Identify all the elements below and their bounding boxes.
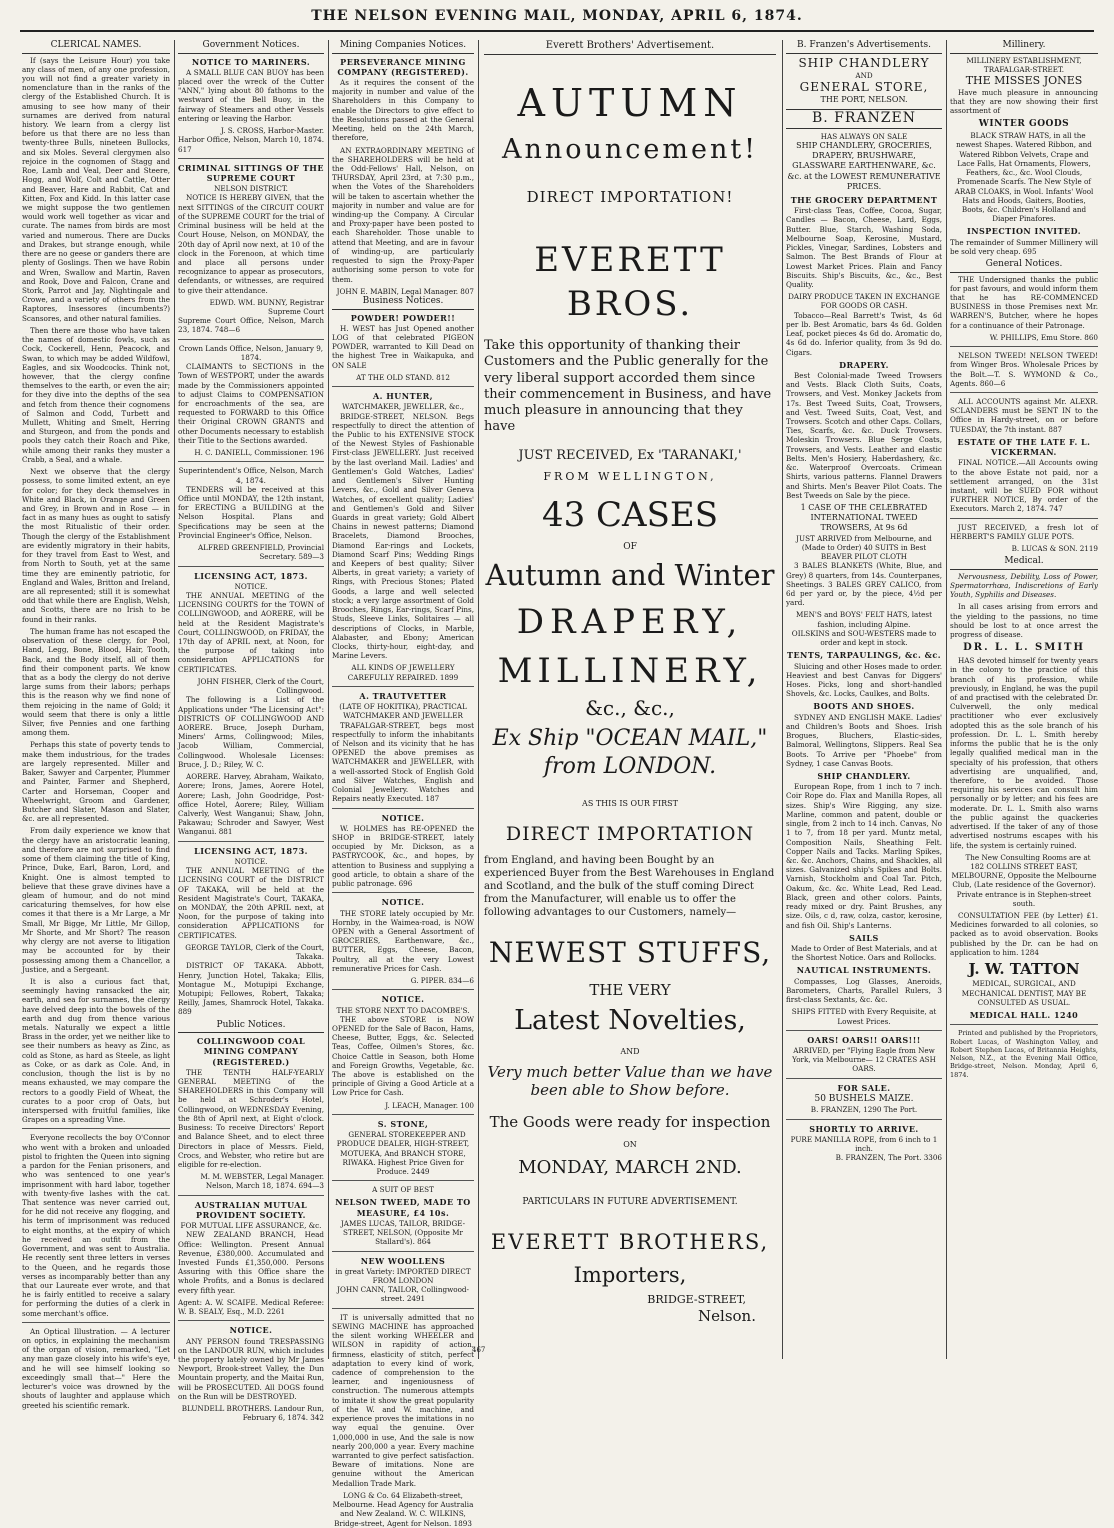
notice-signature: Agent: A. W. SCAIFE. Medical Referee: W. B. SEALY, Esq., M.D. 2261 xyxy=(178,1297,324,1317)
ad-body: NELSON TWEED, MADE TO MEASURE, £4 10s. xyxy=(335,1197,471,1218)
divider xyxy=(178,1195,324,1196)
column-mining-business xyxy=(332,40,474,1528)
ad-signature: G. PIPER. 834—6 xyxy=(410,976,474,986)
notice-list: The following is a List of the Applications under "The Licensing Act": DISTRICTS OF COLLINGWOOD AND AORERE. Bruce, Joseph Durham, Miners' Arms, Collingwood; Miles, Jacob William, Commercial, Collingwood. Wholesale Licenses: Bruce, J. D.; Riley, W. C. xyxy=(178,695,324,769)
divider xyxy=(950,1024,1098,1025)
notice-title: NOTICE TO MARINERS. xyxy=(191,56,311,67)
ad-body: The New Consulting Rooms are at 182 COLLINS STREET EAST, MELBOURNE, Opposite the Melbourne Club, (Late residence of the Governor). Private entrance is in Stephen-street south. xyxy=(951,852,1097,908)
divider xyxy=(332,1308,474,1309)
ad-body: 1 CASE OF THE CELEBRATED INTERNATIONAL TWEED TROWSERS, At 9s 6d xyxy=(800,503,928,533)
ad-number: 467 xyxy=(472,1346,486,1355)
ad-signature: JAMES LUCAS, TAILOR, BRIDGE-STREET, NELSON, (Opposite Mr Stallard's). 864 xyxy=(340,1218,466,1247)
notice-title: LICENSING ACT, 1873. xyxy=(194,570,308,581)
ad-body: OILSKINS and SOU-WESTERS made to order and kept in stock. xyxy=(791,628,937,648)
divider xyxy=(950,392,1098,393)
ad-subtitle: DRAPERY. xyxy=(839,359,889,370)
notice-signature: H. C. DANIELL, Commissioner. 196 xyxy=(194,448,324,458)
ad-subtitle: THE GROCERY DEPARTMENT xyxy=(790,194,938,205)
ad-from-london: from LONDON. xyxy=(543,754,717,780)
notice-body: THE ANNUAL MEETING of the LICENSING COURTS for the TOWN of COLLINGWOOD, and AORERE, will be held at the Resident Magistrate's Court, COLLINGWOOD, on FRIDAY, the 17th day of APRIL next, at Noon, for the purpose of taking into consideration APPLICATIONS for CERTIFICATES. xyxy=(178,590,324,674)
ad-body: Compasses, Log Glasses, Aneroids, Barometers, Charts, Parallel Rulers, 3 first-class Sextants, &c. &c. xyxy=(786,976,942,1005)
notice-title: PERSEVERANCE MINING COMPANY (REGISTERED). xyxy=(337,56,469,77)
ad-signature: AT THE OLD STAND. 812 xyxy=(356,372,450,382)
ad-everett-bros: EVERETT BROS. xyxy=(534,240,726,324)
section-heading: General Notices. xyxy=(950,259,1098,273)
divider xyxy=(178,841,324,842)
ad-body: Sluicing and other Hoses made to order. Heaviest and best Canvas for Diggers' Hoses. Picks, long and short-handled Shovels, &c. Locks, Caulkes, and Bolts. xyxy=(786,661,942,699)
column-rule xyxy=(478,40,479,1359)
notice-body: As it requires the consent of the majority in number and value of the Shareholders in this Company to enable the Directors to give effect to the Resolutions passed at the General Meeting, held on the 24th March, therefore, xyxy=(332,77,474,143)
notice-list: AORERE. Harvey, Abraham, Waikato, Aorere; Irons, James, Aorere Hotel, Aorere; Lash, John Goodridge, Post-office Hotel, Aorere; Riley, William Calverly, West Wanganui; Shaw, John, Pakawau; Schroder and Sawyer, West Wanganui. 881 xyxy=(178,772,324,837)
notice-signature: J. S. CROSS, Harbor-Master. xyxy=(220,126,324,136)
divider xyxy=(22,1128,170,1129)
notice-body: THE Undersigned thanks the public for past favours, and would inform them that he has RE-COMMENCED BUSINESS in those Premises next Mr. WARREN'S, Butcher, where he hopes for a continuance of their Patronage. xyxy=(950,274,1098,330)
notice-signature: ALFRED GREENFIELD, Provincial Secretary. 589—3 xyxy=(197,543,324,562)
ad-title: NEW WOOLLENS xyxy=(360,1255,446,1266)
ad-headline-announcement: Announcement! xyxy=(501,134,759,166)
ad-etc: &c., &c., xyxy=(585,695,675,720)
ad-body: 3 BALES BLANKETS (White, Blue, and Grey) 8 quarters, from 14s. Counterpanes, Sheetings. 3 BALES GREY CALICO, from 6d per yard or, by the piece, 4½d per yard. xyxy=(786,561,942,608)
column-clerical-names xyxy=(22,40,170,1410)
article-paragraph: Everyone recollects the boy O'Connor who went with a broken and unloaded pistol to frighten the Queen into signing a pardon for the Fenian prisoners, and who was sentenced to one year's imprisonment with hard labor, together with twenty-five lashes with the cat. That sentence was never carried out, for he did not receive any flogging, and his term of imprisonment was reduced to eight months, at the expiry of which he received an outfit from the Government, and was sent to Australia. He recently sent three letters in verses to the Queen, and he regards those verses as incomparably better than any that our Laureate ever wrote, and that he is fairly entitled to receive a salary for performing the duties of a clerk in some merchant's office. xyxy=(22,1133,170,1318)
ad-name: B. FRANZEN xyxy=(786,109,942,129)
ad-of: OF xyxy=(623,541,637,552)
notice-body: FINAL NOTICE.—All Accounts owing to the above Estate not paid, nor a settlement arranged, on the 31st instant, will be SUED FOR without FURTHER NOTICE, By order of the Executors. March 2, 1874. 747 xyxy=(950,458,1098,514)
column-rule xyxy=(946,40,947,1359)
ad-title: NOTICE. xyxy=(381,897,425,908)
notice-subtitle: NOTICE. xyxy=(234,581,268,591)
column-millinery-general-medical xyxy=(950,40,1098,1359)
ad-signature: B. FRANZEN, 1290 The Port. xyxy=(810,1105,918,1115)
divider xyxy=(178,461,324,462)
section-heading: Government Notices. xyxy=(178,40,324,54)
ad-signature: ALL KINDS OF JEWELLERY CAREFULLY REPAIRED. 1899 xyxy=(347,663,459,682)
ad-headline: THE MISSES JONES xyxy=(965,73,1083,87)
ad-body: BRIDGE-STREET, NELSON. Begs respectfully to direct the attention of the Public to his EXTENSIVE STOCK of the Newest Styles of Fashionable First-class JEWELLERY. Just received by the last overland Mail. Ladies' and Gentlemen's Gold Watches, Ladies' and Gentlemen's Silver Hunting Levers, &c., Gold and Silver Geneva Watches, of excellent quality; Ladies' and Gentlemen's Gold and Silver Guards in great variety; Gold Albert Chains in newest patterns; Diamond Bracelets, Diamond Brooches, Diamond Ear-rings and Lockets, Diamond Scarf Pins; Wedding Rings and Keepers of best quality; Silver Alberts, in great variety; a variety of Rings, with Precious Stones; Plated Goods, a large and well selected stock; a very large assortment of Gold Brooches, Rings, Ear-rings, Scarf Pins, Studs, Sleeve Links, Solitaires — all descriptions of Clocks, in Marble, Alabaster, and Ebony; American Clocks, thirty-hour, eight-day, and Marine Levers. xyxy=(332,411,474,661)
ad-body: JUST ARRIVED from Melbourne, and (Made to Order) 40 SUITS in Best BEAVER PILOT CLOTH xyxy=(796,533,932,562)
ad-subtitle: MILLINERY ESTABLISHMENT, TRAFALGAR-STREET. xyxy=(966,55,1082,74)
ad-subtitle: SHORTLY TO ARRIVE. xyxy=(809,1123,919,1134)
notice-subtitle: NOTICE. xyxy=(234,856,268,866)
ad-subtitle: NAUTICAL INSTRUMENTS. xyxy=(796,965,932,976)
column-government-notices xyxy=(178,40,324,1423)
ad-subtitle: HAS ALWAYS ON SALE xyxy=(820,131,908,141)
section-heading: CLERICAL NAMES. xyxy=(22,40,170,54)
ad-body: THE STORE lately occupied by Mr. Hornby, in the Waimea-road, is NOW OPEN with a General Assortment of GROCERIES, Earthenware, &c., BUTTER, Eggs, Cheese, Bacon, Poultry, all at the very Lowest remunerative Prices for Cash. xyxy=(332,908,474,973)
ad-direct-importation: DIRECT IMPORTATION! xyxy=(526,187,734,206)
divider xyxy=(950,346,1098,347)
notice-title: CRIMINAL SITTINGS OF THE SUPREME COURT xyxy=(178,162,324,183)
ad-subtitle: TENTS, TARPAULINGS, &c. &c. xyxy=(787,650,941,661)
notice-signature: W. PHILLIPS, Emu Store. 860 xyxy=(989,332,1098,342)
column-rule xyxy=(174,40,175,1359)
notice-subtitle: NELSON DISTRICT. xyxy=(214,184,288,194)
divider xyxy=(332,386,474,387)
ad-just-received: JUST RECEIVED, Ex 'TARANAKI,' xyxy=(518,447,742,463)
divider xyxy=(786,1119,942,1120)
ad-bridge-street: BRIDGE-STREET, xyxy=(647,1292,746,1306)
ad-body: In all cases arising from errors and the yielding to the passions, no time should be lost to at once arrest the progress of disease. xyxy=(950,602,1098,640)
notice-body: AN EXTRAORDINARY MEETING of the SHAREHOLDERS will be held at the Odd-Fellows' Hall, Nelson, on THURSDAY, April 23rd, at 7:30 p.m., when the Votes of the Shareholders will be taken to ascertain whether the majority in number and value are for winding-up the Company. A Circular and Proxy-paper have been posted to each Shareholder. Those unable to attend that Meeting, and are in favour of winding-up, are particularly requested to sign the Proxy-Paper authorising some person to vote for them. xyxy=(332,145,474,284)
ad-direct-importation-2: DIRECT IMPORTATION xyxy=(505,822,755,845)
ad-body: Tobacco—Real Barrett's Twist, 4s 6d per lb. Best Aromatic, bars 4s 6d. Golden Leaf, pocket pieces 4s 6d do. Aromatic do, 4s 6d do. Inferior quality, from 3s 9d do. Cigars. xyxy=(786,310,942,357)
ad-body: W. HOLMES has RE-OPENED the SHOP in BRIDGE-STREET, lately occupied by Mr. Dickson, as a PASTRYCOOK, &c., and hopes, by attention to Business and supplying a good article, to obtain a share of the public patronage. 696 xyxy=(332,823,474,889)
ad-latest-novelties: Latest Novelties, xyxy=(514,1005,746,1037)
ad-and: AND xyxy=(620,1046,640,1056)
column-rule xyxy=(782,40,783,1359)
ad-title: A. TRAUTVETTER xyxy=(359,690,447,701)
ad-subtitle: WINTER GOODS xyxy=(978,118,1070,129)
notice-title: LICENSING ACT, 1873. xyxy=(194,845,308,856)
ad-subtitle: (LATE OF HOKITIKA), PRACTICAL WATCHMAKER AND JEWELLER xyxy=(339,702,467,721)
divider xyxy=(332,1251,474,1252)
notice-body: NELSON TWEED! NELSON TWEED! from Winger Bros. Wholesale Prices by the Bolt.—T. S. WYMOND & Co., Agents. 860—6 xyxy=(950,351,1098,388)
divider xyxy=(332,1114,474,1115)
section-heading: B. Franzen's Advertisements. xyxy=(786,40,942,54)
ad-subtitle: SAILS xyxy=(849,932,879,943)
ad-headline-autumn: AUTUMN xyxy=(517,80,743,125)
ad-body: SHIPS FITTED with Every Requisite, at Lowest Prices. xyxy=(791,1007,937,1026)
ad-goods-ready: The Goods were ready for inspection xyxy=(489,1112,771,1131)
ad-on: ON xyxy=(623,1140,637,1149)
ad-importers: Importers, xyxy=(573,1262,687,1287)
ad-body: SHIP CHANDLERY, GROCERIES, DRAPERY, BRUSHWARE, GLASSWARE EARTHENWARE, &c. &c. at the LOWEST REMUNERATIVE PRICES. xyxy=(787,140,941,191)
divider xyxy=(178,1320,324,1321)
ad-body: TRAFALGAR-STREET, begs most respectfully to inform the inhabitants of Nelson and its vicinity that he has OPENED the above premises as WATCHMAKER and JEWELLER, with a well-assorted Stock of English Gold and Silver Watches, English and Colonial Jewellery. Watches and Repairs neatly Executed. 187 xyxy=(332,720,474,804)
article-paragraph: Then there are those who have taken the names of domestic fowls, such as Cock, Cockerell, Henn, Peacock, and Swan, to which may be added Wildfowl, Eagles, and six Woodcocks. Think not, however, that the clergy confine themselves to the earth, or even the air; for they dive into the depths of the sea and fetch from thence their cognomens of Salmon and Codd, Turbett and Mullett, Whiting and Smelt, Herring and Sturgeon, and from the ponds and pools they catch their Roach and Pike, while among their ranks they muster a Crabb, a Seal, and a whale. xyxy=(22,325,170,464)
notice-date: Crown Lands Office, Nelson, January 9, 1874. xyxy=(178,343,324,362)
ad-monday-march: MONDAY, MARCH 2ND. xyxy=(518,1157,742,1179)
section-heading: Everett Brothers' Advertisement. xyxy=(484,40,776,55)
imprint: Printed and published by the Proprietors, Robert Lucas, of Washington Valley, and Robert Stephen Lucas, of Britannia Heights, Nelson, N.Z., at the Evening Mail Office, Bridge-street, Nelson. Monday, April 6, 1874. xyxy=(950,1029,1098,1079)
article-paragraph: Next we observe that the clergy possess, to some limited extent, an eye for color; for they deck themselves in White and Black, in Orange and Green and Grey, in Brown and in Rose — in fact in as many hues as ought to satisfy the most Ritualistic of their order. Though the clergy of the Establishment are evidently migratory in their habits, for they travel from East to West, and from North to South, yet at the same time they are eminently patriotic, for England and Wales, Britton and Ireland, are all represented; still it is somewhat odd that while there are English, Welsh, and Scotts, there are no Irish to be found in their ranks. xyxy=(22,467,170,624)
ad-millinery: MILLINERY, xyxy=(497,651,763,692)
notice-body: ANY PERSON found TRESPASSING on the LANDOUR RUN, which includes the property lately owned by Mr James Newport, Brook-street Valley, the Dun Mountain property, and the Maitai Run, will be PROSECUTED. All DOGS found on the Run will be DESTROYED. xyxy=(178,1336,324,1401)
ad-and: AND xyxy=(855,70,873,80)
article-paragraph: If (says the Leisure Hour) you take any class of men, of any one profession, you will not find a greater variety in nomenclature than in the ranks of the clergy of the Established Church. It is amusing to see how many of their surnames are derived from natural history. We learn from a clergy list before us that there are no less than twenty-three Bulls, nineteen Bullocks, and six Moles. Several clergymen also rejoice in the cognomen of Stagg and Roe, Lamb and Veal, Deer and Steere, Hogg, and Wolf, Colt and Cattle, Otter and Beaver, Hare and Rabbit, Cat and Kitten, Fox and Kidd. In this latter case we might suppose the two gentlemen would work well together as vicar and curate. The names from birds are most varied and numerous. There are Ducks and Drakes, but strange enough, while there are no geese or ganders there are plenty of Goslings. Then we have Robin and Wren, Swallow and Martin, Raven and Rook, Dove and Falcon, Crane and Stork, Parrot and Jay, Nightingale and Crowe, and a variety of others from the Raptores, Insessores (incumbents?) Scansores, and other natural families. xyxy=(22,55,170,323)
ad-43-cases: 43 CASES xyxy=(541,495,719,536)
notice-signature: JOHN FISHER, Clerk of the Court, Collingwood. xyxy=(197,676,324,696)
ad-subtitle: THE STORE NEXT TO DACOMBE'S. xyxy=(336,1005,470,1015)
ad-body: Best Colonial-made Tweed Trowsers and Vests. Black Cloth Suits, Coats, Trowsers, and Vest. Monkey Jackets from 17s. Best Tweed Suits, Coat, Trowsers, and Vest. Tweed Suits, Coat, Vest, and Trowsers. Scotch and other Caps. Collars, Ties, Scarfs, &c. &c. Duck Trowsers. Moleskin Trowsers. Blue Serge Coats, Trowsers, and Vests. Leather and elastic Belts. Men's Hosiery, Haberdashery, &c. &c. Waterproof Overcoats. Crimean Shirts, various patterns. Flannel Drawers and Shirts. Men's Beaver Pilot Coats. The Best Tweeds on Sale by the piece. xyxy=(786,370,942,500)
ad-title: A SUIT OF BEST xyxy=(372,1185,434,1195)
ad-body: First-class Teas, Coffee, Cocoa, Sugar, Candles — Bacon, Cheese, Lard, Eggs, Butter. Blue, Starch, Washing Soda, Melbourne Soap, Kerosine, Mustard, Pickles, Vinegar, Sardines, Lobsters and Salmon. The Best Brands of Flour at Lowest Market Prices. Plain and Fancy Biscuits. Ship's Biscuits, &c., &c., Best Quality. xyxy=(786,206,942,289)
ad-subtitle: SHIP CHANDLERY. xyxy=(817,771,911,781)
notice-date: Supreme Court Office, Nelson, March 23, 1874. 748—6 xyxy=(178,316,324,335)
ad-title: NOTICE. xyxy=(381,994,425,1005)
ad-headline: GENERAL STORE, xyxy=(799,80,929,95)
ad-subtitle: WATCHMAKER, JEWELLER, &c., xyxy=(341,402,465,412)
ad-body: HAS devoted himself for twenty years in the colony to the practice of this branch of his profession, while previously, in England, he was the pupil of and practised with the celebrated Dr. Culverwell, the only medical practitioner who ever exclusively adopted this as the sole branch of his profession. Dr. L. L. Smith hereby informs the public that he is the only legally qualified medical man in the specialty of his profession, that others advertising are unqualified, and, therefore, to be avoided. Those requiring his services can consult him personally or by letter; and his fees are moderate. Dr. L. L. Smith also warns the public against the quackeries advertised. If the taker of any of those advertised nostrums escapes with his life, the system is certainly ruined. xyxy=(950,656,1098,850)
ad-body: PURE MANILLA ROPE, from 6 inch to 1 inch. xyxy=(790,1134,938,1154)
notice-date: Harbor Office, Nelson, March 10, 1874. 617 xyxy=(178,135,324,154)
ad-body: in great Variety: IMPORTED DIRECT FROM LONDON xyxy=(335,1266,471,1286)
notice-subtitle: FOR MUTUAL LIFE ASSURANCE, &c. xyxy=(180,1221,322,1231)
notice-title: COLLINGWOOD COAL MINING COMPANY (REGISTERED.) xyxy=(196,1036,306,1067)
notice-body: NEW ZEALAND BRANCH, Head Office: Wellington. Present Annual Revenue, £380,000. Accumulated and Invested Funds £1,350,000. Persons Assuring with this Office share the whole Profits, and a Bonus is declared every fifth year. xyxy=(178,1230,324,1295)
ad-first: AS THIS IS OUR FIRST xyxy=(582,799,678,809)
ad-from-wellington: FROM WELLINGTON, xyxy=(543,470,717,484)
notice-title: AUSTRALIAN MUTUAL PROVIDENT SOCIETY. xyxy=(194,1199,308,1220)
ad-body: Have much pleasure in announcing that they are now showing their first assortment of xyxy=(950,88,1098,116)
notice-body: TENDERS will be received at this Office until MONDAY, the 12th instant, for ERECTING a BUILDING at the Nelson Hospital. Plans and Specifications may be seen at the Provincial Engineer's Office, Nelson. xyxy=(178,484,324,540)
ad-signature: J. LEACH, Manager. 100 xyxy=(385,1100,474,1110)
section-heading: Medical. xyxy=(950,556,1098,570)
ad-signature: B. FRANZEN, The Port. 3306 xyxy=(835,1153,942,1163)
notice-body: NOTICE IS HEREBY GIVEN, that the next SITTINGS of the CIRCUIT COURT of the SUPREME COURT for the trial of Criminal business will be held at the Court House, Nelson, on MONDAY, the 20th day of April now next, at 10 of the clock in the Forenoon, at which time and place all persons under recognizance to appear as prosecutors, defendants, or witnesses, are required to give their attendance. xyxy=(178,193,324,295)
ad-buying-text: from England, and having been Bought by an experienced Buyer from the Best Warehouses in England and Scotland, and the bulk of the stuff coming Direct from the Manufacturer, will enable us to offer the following advantages to our Customers, namely— xyxy=(484,855,775,919)
ad-subtitle: BOOTS AND SHOES. xyxy=(813,701,915,712)
masthead: THE NELSON EVENING MAIL, MONDAY, APRIL 6, 1874. xyxy=(20,8,1094,32)
ad-title: S. STONE, xyxy=(377,1118,429,1129)
notice-signature: GEORGE TAYLOR, Clerk of the Court, Takaka. xyxy=(185,942,324,962)
divider xyxy=(178,339,324,340)
ad-body: GENERAL STOREKEEPER AND PRODUCE DEALER, HIGH-STREET, MOTUEKA, And BRANCH STORE, RIWAKA. Highest Price Given for Produce. 2449 xyxy=(336,1130,470,1177)
article-paragraph: An Optical Illustration. — A lecturer on optics, in explaining the mechanism of the organ of vision, remarked, "Let any man gaze closely into his wife's eye, and he will see himself looking so exceedingly small that—" Here the lecturer's voice was drowned by the shouts of laughter and applause which greeted his scientific remark. xyxy=(22,1326,170,1410)
section-heading: Millinery. xyxy=(950,40,1098,54)
notice-signature: JOHN E. MABIN, Legal Manager. 807 xyxy=(336,286,474,296)
ad-signature: LONG & Co. 64 Elizabeth-street, Melbourne. Head Agency for Australia and New Zealand. W. C. WILKINS, Bridge-street, Agent for Nelson. 1893 xyxy=(332,1490,474,1528)
ad-title: POWDER! POWDER!! xyxy=(350,312,456,323)
notice-date: Superintendent's Office, Nelson, March 4, 1874. xyxy=(178,466,324,485)
ad-subtitle: OARS! OARS!! OARS!!! xyxy=(807,1034,921,1045)
ad-body: DAIRY PRODUCE TAKEN IN EXCHANGE FOR GOODS OR CASH. xyxy=(788,292,940,311)
notice-signature: M. M. WEBSTER, Legal Manager. Nelson, March 18, 1874. 694—3 xyxy=(200,1172,324,1191)
notice-signature: EDWD. WM. BUNNY, Registrar Supreme Court xyxy=(209,297,324,317)
article-paragraph: The human frame has not escaped the observation of these clergy, for Pool, Hand, Legg, Bone, Blood, Hair, Tooth, Back, and the Body itself, all of them find their component parts. We know that as a body the clergy do not derive large sums from their labors; perhaps this is the reason why we find none of them rejoicing in the name of Gold; it would seem that there is only a little Silver, five Pennies and one farthing among them. xyxy=(22,626,170,738)
ad-body: THE above STORE is NOW OPENED for the Sale of Bacon, Hams, Cheese, Butter, Eggs, &c. Selected Teas, Coffee, Oilmen's Stores, &c. Choice Cattle in Season, both Home and Foreign Growths, Vegetable, &c. The above is established on the principle of Giving a Good Article at a Low Price for Cash. xyxy=(332,1014,474,1098)
article-paragraph: It is also a curious fact that, seemingly having ransacked the air, earth, and sea for surnames, the clergy have delved deep into the bowels of the earth and dug from thence various metals. Naturally we expect a little Brass in the order, yet we neither like to see their numbers as heavy as Zinc, as cold as Stone, as hard as Steele, as light as Coke, or as dark as Cole. And, in conclusion, though the list is by no means exhausted, we may compare the rectors to a goodly Field of Wheat, the curates to a poor crop of Oats, but interspersed with fruitful families, like Grapes on a spreading Vine. xyxy=(22,976,170,1125)
ad-value-text: Very much better Value than we have been able to Show before. xyxy=(487,1062,773,1099)
ad-body: CONSULTATION FEE (by Letter) £1. Medicines forwarded to all colonies, so packed as to avoid observation. Books published by the Dr. can be had on application to him. 1284 xyxy=(950,911,1098,957)
ad-body: MEDICAL, SURGICAL, AND MECHANICAL DENTIST, MAY BE CONSULTED AS USUAL. xyxy=(961,979,1087,1007)
divider xyxy=(332,686,474,687)
ad-the-very: THE VERY xyxy=(589,980,671,999)
ad-everett-brothers: EVERETT BROTHERS, xyxy=(490,1229,770,1254)
notice-body: ALL ACCOUNTS against Mr. ALEXR. SCLANDERS must be SENT IN to the Office in Hardy-street, on or before TUESDAY, the 7th instant. 887 xyxy=(950,396,1098,434)
ad-title: NOTICE. xyxy=(381,812,425,823)
article-paragraph: Perhaps this state of poverty tends to make them industrious, for the trades are largely represented. Miller and Baker, Sawyer and Carpenter, Plummer and Painter, Farmer and Shepherd, Carter and Horseman, Cooper and Wheelwright, Groom and Gardener, Butcher and Slater, Mason and Slater, &c. are all represented. xyxy=(22,740,170,824)
ad-body: BLACK STRAW HATS, in all the newest Shapes. Watered Ribbon, and Watered Ribbon Velvets, Crape and Lace Falls, Hat Ornaments, Flowers, Feathers, &c., &c. Wool Clouds, Promenade Scarfs. The New Style of ARAB CLOAKS, in Wool. Infants' Wool Hats and Hoods, Gaiters, Booties, Boots, &c. Children's Holland and Diaper Pinafores. xyxy=(954,131,1094,224)
ad-intro-text: Take this opportunity of thanking their Customers and the Public generally for the very liberal support accorded them since their commencement in Business, and have much pleasure in announcing that they have xyxy=(484,338,772,435)
notice-body: CLAIMANTS to SECTIONS in the Town of WESTPORT, under the awards made by the Commissioners appointed to adjust Claims to COMPENSATION for encroachments of the sea, are requested to FORWARD to this Office their Original CROWN GRANTS and other Documents necessary to establish their Title to the Sections awarded. xyxy=(178,362,324,445)
ad-headline: SHIP CHANDLERY xyxy=(798,55,930,70)
divider xyxy=(332,1180,474,1181)
notice-signature: BLUNDELL BROTHERS. Landour Run, February 6, 1874. 342 xyxy=(181,1404,324,1423)
ad-body: MEN'S and BOYS' FELT HATS, latest fashion, including Alpine. xyxy=(795,610,932,629)
divider xyxy=(786,1078,942,1079)
divider xyxy=(950,518,1098,519)
section-heading: Mining Companies Notices. xyxy=(332,40,474,54)
ad-particulars: PARTICULARS IN FUTURE ADVERTISEMENT. xyxy=(522,1197,738,1208)
section-heading: Business Notices. xyxy=(332,296,474,310)
ad-signature: JOHN CANN, TAILOR, Collingwood-street. 2491 xyxy=(337,1285,469,1304)
divider xyxy=(178,158,324,159)
ad-newest-stuffs: NEWEST STUFFS, xyxy=(488,936,772,970)
ad-body: The remainder of Summer Millinery will be sold very cheap. 695 xyxy=(950,237,1098,256)
notice-list: DISTRICT OF TAKAKA. Abbott, Henry, Junction Hotel, Takaka; Ellis, Montague M., Motupipi Exchange, Motupipi; Fellowes, Robert, Takaka; Reilly, James, Shamrock Hotel, Takaka. 889 xyxy=(178,961,324,1017)
divider xyxy=(332,808,474,809)
ad-subtitle: FOR SALE. xyxy=(837,1082,891,1093)
ad-subtitle: INSPECTION INVITED. xyxy=(966,226,1082,237)
ad-nelson: Nelson. xyxy=(698,1306,756,1325)
notice-body: THE ANNUAL MEETING of the LICENSING COURT of the DISTRICT OF TAKAKA, will be held at the Resident Magistrate's Court, TAKAKA, on MONDAY, the 20th APRIL next, at Noon, for the purpose of taking into consideration APPLICATIONS for CERTIFICATES. xyxy=(178,866,324,940)
ad-body: European Rope, from 1 inch to 7 inch. Coir Rope do. Flax and Manilla Ropes, all sizes. Ship's Wire Rigging, any size. Marline, common and patent, double or single, from 2 inch to 14 inch. Canvas, No 1 to 7, from 18 per yard. Muntz metal, Composition Nails, Sheathing Felt. Copper Nails and Tacks. Marling Spikes, &c. &c. Anchors, Chains, and Shackles, all sizes. Galvanized ship's Spikes and Bolts. Varnish, Stockholm and Coal Tar. Pitch, Oakum, &c. &c. White Lead, Red Lead. Black, green and other colors. Paints, ready mixed or dry. Paint Brushes, any size. Oils, c d, raw, colza, castor, kerosine, and fish Oil. Ship's Lanterns. xyxy=(786,782,942,930)
column-franzen-advertisements xyxy=(786,40,942,1359)
ad-drapery: DRAPERY, xyxy=(516,601,744,642)
ad-body: H. WEST has Just Opened another LOG of that celebrated PIGEON POWDER, warranted to Kill Dead on the highest Tree in Waikapuka, and ON SALE xyxy=(332,323,474,370)
ad-body: IT is universally admitted that no SEWING MACHINE has approached the silent working WHEELER and WILSON in rapidity of action, firmness, elasticity of stitch, perfect adaptation to every kind of work, cadence of comprehension to the learner, and ingeniousness of construction. The numerous attempts to imitate it show the great popularity of the W. and W. machine, and experience proves the imitations in no way equal the genuine. Over 1,000,000 in use, And the sale is now nearly 200,000 a year. Every machine warranted to give perfect satisfaction. Beware of imitations. None are genuine without the American Medallion Trade Mark. xyxy=(332,1312,474,1488)
ad-body: Made to Order of Best Materials, and at the Shortest Notice. Oars and Rollocks. xyxy=(790,943,938,963)
ad-ship-ocean-mail: Ex Ship "OCEAN MAIL," xyxy=(492,726,768,752)
divider xyxy=(22,1322,170,1323)
ad-body: SYDNEY AND ENGLISH MAKE. Ladies' and Children's Boots and Shoes. Irish Brogues, Bluchers, Elastic-sides, Balmoral, Wellingtons, Slippers. Real Sea Boots. To Arrive per "Phoebe" from Sydney, 1 case Canvas Boots. xyxy=(786,712,942,768)
divider xyxy=(786,1030,942,1031)
ad-autumn-winter: Autumn and Winter xyxy=(485,558,775,593)
ad-name: DR. L. L. SMITH xyxy=(963,642,1085,654)
notice-body: A SMALL BLUE CAN BUOY has been placed over the wreck of the Cutter "ANN," lying about 80 fathoms to the westward of the Bell Buoy, in the fairway of Steamers and other Vessels entering or leaving the Harbor. xyxy=(178,67,324,123)
divider xyxy=(332,989,474,990)
notice-signature: B. LUCAS & SON. 2119 xyxy=(1011,544,1098,554)
ad-body: ARRIVED, per "Flying Eagle from New York, via Melbourne— 12 CRATES ASH OARS. xyxy=(792,1045,936,1074)
notice-title: ESTATE OF THE LATE F. L. VICKERMAN. xyxy=(957,436,1091,458)
ad-name: J. W. TATTON xyxy=(968,960,1080,979)
notice-title: NOTICE. xyxy=(229,1325,273,1336)
divider xyxy=(178,566,324,567)
ad-body: 50 BUSHELS MAIZE. xyxy=(814,1093,914,1104)
ad-body: Nervousness, Debility, Loss of Power, Spermatorrhœa, Indiscretions of Early Youth, Syphilis and Diseases. xyxy=(950,571,1098,600)
ad-subtitle: THE PORT, NELSON. xyxy=(820,95,908,105)
section-heading: Public Notices. xyxy=(178,1020,324,1034)
article-paragraph: From daily experience we know that the clergy have an aristocratic leaning, and therefore are not surprised to find some of them claiming the title of King, Prince, Duke, Earl, Baron, Lord, and Knight. One is almost tempted to believe that these grave divines have a gleam of humour, and do not mind caricaturing themselves, for how else comes it that there is a Mr Large, a Mr Small, Mr Bigge, Mr Little, Mr Gillop, Mr Shorte, and Mr Short? The reason why clergy are not averse to litigation may be accounted for by their possessing among them a Chancellor, a Justice, and a Sergeant. xyxy=(22,826,170,974)
ad-title: A. HUNTER, xyxy=(372,391,434,402)
ad-subtitle: MEDICAL HALL. 1240 xyxy=(969,1009,1079,1020)
everett-brothers-advertisement xyxy=(472,40,776,1359)
notice-body: THE TENTH HALF-YEARLY GENERAL MEETING of the SHAREHOLDERS in this Company will be held at Schroder's Hotel, Collingwood, on WEDNESDAY Evening, the 8th of April next, at Eight o'clock. Business: To receive Directors' Report and Balance Sheet, and to elect three Directors in place of Messrs. Field, Crocs, and Webster, who retire but are eligible for re-election. xyxy=(178,1067,324,1169)
column-rule xyxy=(328,40,329,1359)
notice-body: JUST RECEIVED, a fresh lot of HERBERT'S FAMILY GLUE POTS. xyxy=(950,522,1098,541)
divider xyxy=(332,892,474,893)
